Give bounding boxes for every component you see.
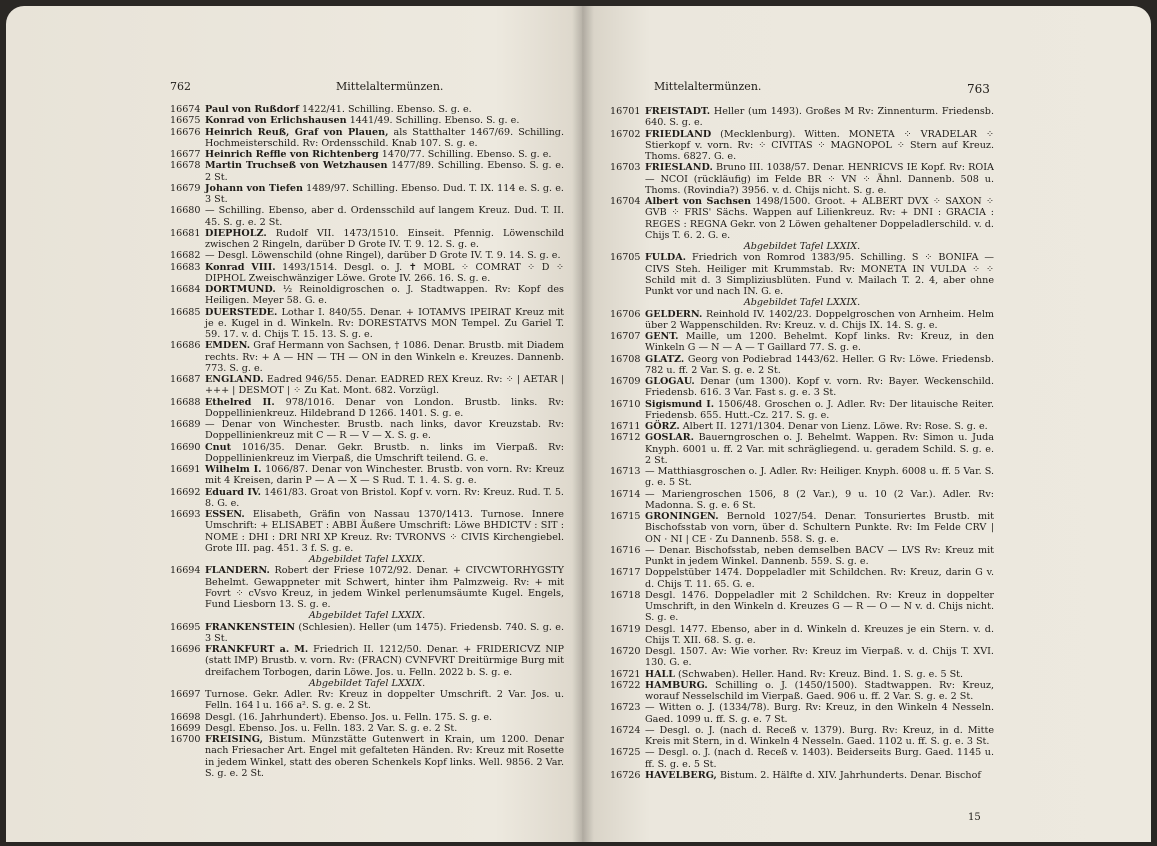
catalog-entry bbox=[170, 723, 564, 734]
entry-description: Doppelstüber 1474. Doppeladler mit Schildchen. Rv: Kreuz, darin G v. d. Chijs T. 11. 65. G. e. bbox=[645, 567, 994, 590]
lot-number: 16708 bbox=[610, 353, 641, 365]
entry-description: — Denar. Bischofsstab, neben demselben BACV — LVS Rv: Kreuz mit Punkt in jedem Winkel. Dannenb. 559. S. g. e. bbox=[645, 544, 994, 567]
lot-number: 16691 bbox=[170, 464, 201, 475]
plate-reference: Abgebildet Tafel LXXIX. bbox=[308, 554, 426, 565]
entry-heading: Heinrich Reuß, Graf von Plauen, bbox=[205, 126, 389, 138]
lot-number: 16709 bbox=[610, 376, 641, 387]
catalog-entry bbox=[170, 442, 564, 465]
right-page bbox=[582, 6, 1151, 842]
lot-number: 16720 bbox=[610, 646, 641, 657]
entry-heading: Heinrich Reffle von Richtenberg bbox=[205, 149, 379, 160]
lot-number: 16714 bbox=[610, 488, 641, 500]
lot-number: 16677 bbox=[170, 149, 201, 160]
entry-description: 1493/1514. Desgl. o. J. ✝ MOBL ⁘ COMRAT ⁘ D ⁘ DIPHOL Zweischwänziger Löwe. Grote IV. 266. 16. S. g. e. bbox=[205, 261, 564, 284]
catalog-entry bbox=[610, 466, 994, 489]
lot-number: 16706 bbox=[610, 308, 641, 320]
catalog-entry bbox=[610, 354, 994, 377]
running-title: Mittelaltermünzen. bbox=[336, 80, 444, 93]
catalog-entry bbox=[170, 644, 564, 678]
plate-reference: Abgebildet Tafel LXXIX. bbox=[743, 241, 861, 252]
lot-number: 16699 bbox=[170, 722, 201, 734]
entry-heading: Wilhelm I. bbox=[205, 464, 262, 475]
entry-description: Schilling o. J. (1450/1500). Stadtwappen. Rv: Kreuz, worauf Nesselschild im Vierpaß. Gaed. 906 u. ff. 2 Var. S. g. e. 2 St. bbox=[645, 679, 994, 702]
entry-heading: FRANKENSTEIN bbox=[205, 621, 296, 633]
entry-description: als Statthalter 1467/69. Schilling. Hochmeisterschild. Rv: Ordensschild. Knab 107. S. g. e. bbox=[205, 126, 565, 149]
entry-heading: FLANDERN. bbox=[205, 565, 270, 577]
catalog-entry bbox=[170, 149, 564, 160]
entry-heading: FRIESLAND. bbox=[645, 162, 713, 174]
catalog-column bbox=[170, 104, 564, 779]
lot-number: 16681 bbox=[170, 227, 201, 239]
catalog-entry bbox=[170, 419, 564, 442]
lot-number: 16675 bbox=[170, 115, 201, 127]
entry-heading: FREISING, bbox=[205, 734, 263, 745]
lot-number: 16721 bbox=[610, 668, 641, 680]
plate-reference: Abgebildet Tafel LXXIX. bbox=[743, 297, 861, 309]
entry-description: 1477/89. Schilling. Ebenso. S. g. e. 2 St. bbox=[205, 160, 564, 183]
lot-number: 16710 bbox=[610, 398, 641, 410]
catalog-entry bbox=[170, 734, 564, 779]
catalog-entry bbox=[170, 464, 564, 487]
catalog-entry bbox=[610, 624, 994, 647]
lot-number: 16680 bbox=[170, 205, 201, 217]
book-spread bbox=[6, 6, 1151, 842]
signature-mark: 15 bbox=[968, 812, 981, 823]
page-number: 762 bbox=[170, 80, 191, 93]
entry-description: — Denar von Winchester. Brustb. nach links, davor Kreuzstab. Rv: Doppellinienkreuz mit C — R — V — X. S. g. e. bbox=[205, 419, 564, 442]
entry-description: Desgl. 1476. Doppeladler mit 2 Schildchen. Rv: Kreuz in doppelter Umschrift, in den Winkeln d. Kreuzes G — R — O — N v. d. Chijs nicht. S. g. e. bbox=[645, 589, 994, 624]
catalog-entry bbox=[170, 183, 564, 206]
entry-description: Desgl. 1477. Ebenso, aber in d. Winkeln d. Kreuzes je ein Stern. v. d. Chijs T. XII. 68. S. g. e. bbox=[645, 623, 994, 646]
entry-heading: Eduard IV. bbox=[205, 486, 261, 498]
entry-heading: GLOGAU. bbox=[645, 376, 695, 387]
entry-heading: FRIEDLAND bbox=[645, 128, 712, 140]
catalog-entry bbox=[170, 487, 564, 510]
lot-number: 16676 bbox=[170, 126, 201, 138]
catalog-entry bbox=[170, 397, 564, 420]
catalog-entry bbox=[170, 262, 564, 285]
entry-description: 1498/1500. Groot. + ALBERT DVX ⁘ SAXON ⁘ GVB ⁘ FRIS' Sächs. Wappen auf Lilienkreuz. Rv: + DNI : GRACIA : REGES : REGNA Gekr. von 2 Löwen gehaltener Doppeladlerschild. v. d. Chijs T. 6. 2. G. e. bbox=[645, 196, 994, 241]
entry-heading: Paul von Rußdorf bbox=[205, 104, 299, 115]
entry-description: Bruno III. 1038/57. Denar. HENRICVS IE Kopf. Rv: ROIA — NCOI (rückläufig) im Felde BR ⁘ VN ⁘ Ähnl. Dannenb. 508 u. Thoms. (Rovindia?) 3956. v. d. Chijs nicht. S. g. e. bbox=[645, 162, 994, 196]
entry-description: 978/1016. Denar von London. Brustb. links. Rv: Doppellinienkreuz. Hildebrand D 1266. 1401. S. g. e. bbox=[205, 396, 564, 419]
lot-number: 16722 bbox=[610, 679, 641, 691]
lot-number: 16700 bbox=[170, 734, 201, 745]
lot-number: 16701 bbox=[610, 106, 641, 117]
entry-description: Rudolf VII. 1473/1510. Einseit. Pfennig. Löwenschild zwischen 2 Ringeln, darüber D Grote IV. T. 9. 12. S. g. e. bbox=[205, 227, 564, 250]
catalog-entry bbox=[170, 509, 564, 554]
lot-number: 16685 bbox=[170, 306, 201, 318]
catalog-entry bbox=[610, 421, 994, 432]
entry-heading: ENGLAND. bbox=[205, 374, 264, 385]
lot-number: 16694 bbox=[170, 565, 201, 577]
lot-number: 16711 bbox=[610, 421, 641, 432]
plate-reference: Abgebildet Tafel LXXIX. bbox=[308, 610, 426, 622]
lot-number: 16697 bbox=[170, 689, 201, 700]
catalog-entry bbox=[610, 399, 994, 422]
lot-number: 16713 bbox=[610, 466, 641, 477]
entry-description: — Schilling. Ebenso, aber d. Ordensschild auf langem Kreuz. Dud. T. II. 45. S. g. e. 2 St. bbox=[205, 205, 564, 228]
catalog-entry bbox=[170, 689, 564, 712]
left-page bbox=[6, 6, 582, 842]
lot-number: 16718 bbox=[610, 589, 641, 601]
catalog-entry bbox=[610, 747, 994, 770]
lot-number: 16683 bbox=[170, 261, 201, 273]
catalog-entry bbox=[610, 106, 994, 129]
entry-description: — Witten o. J. (1334/78). Burg. Rv: Kreuz, in den Winkeln 4 Nesseln. Gaed. 1099 u. ff. S. g. e. 7 St. bbox=[645, 702, 994, 725]
lot-number: 16719 bbox=[610, 623, 641, 635]
entry-heading: Martin Truchseß von Wetzhausen bbox=[205, 160, 388, 172]
entry-description: Georg von Podiebrad 1443/62. Heller. G Rv: Löwe. Friedensb. 782 u. ff. 2 Var. S. g. e. 2 St. bbox=[645, 353, 994, 376]
catalog-entry bbox=[170, 712, 564, 723]
entry-heading: GRONINGEN. bbox=[645, 511, 719, 522]
catalog-entry bbox=[610, 545, 994, 568]
entry-heading: DUERSTEDE. bbox=[205, 306, 278, 318]
catalog-entry bbox=[610, 331, 994, 354]
entry-heading: FREISTADT. bbox=[645, 106, 711, 117]
entry-heading: GLATZ. bbox=[645, 353, 685, 365]
lot-number: 16705 bbox=[610, 252, 641, 264]
lot-number: 16724 bbox=[610, 724, 641, 736]
catalog-entry bbox=[610, 680, 994, 703]
lot-number: 16686 bbox=[170, 340, 201, 352]
entry-heading: GELDERN. bbox=[645, 308, 703, 320]
catalog-entry bbox=[610, 129, 994, 163]
entry-description: ½ Reinoldigroschen o. J. Stadtwappen. Rv: Kopf des Heiligen. Meyer 58. G. e. bbox=[205, 284, 564, 307]
catalog-entry bbox=[610, 162, 994, 196]
catalog-entry bbox=[610, 725, 994, 748]
entry-description: Desgl. (16. Jahrhundert). Ebenso. Jos. u. Felln. 175. S. g. e. bbox=[205, 711, 493, 723]
entry-heading: Konrad von Erlichshausen bbox=[205, 115, 347, 127]
entry-heading: Cnut bbox=[205, 441, 232, 453]
entry-heading: FRANKFURT a. M. bbox=[205, 644, 309, 655]
catalog-entry bbox=[170, 307, 564, 341]
catalog-entry bbox=[610, 489, 994, 512]
entry-description: Bistum. 2. Hälfte d. XIV. Jahrhunderts. Denar. Bischof bbox=[716, 769, 981, 781]
entry-description: (Schlesien). Heller (um 1475). Friedensb. 740. S. g. e. 3 St. bbox=[205, 621, 564, 644]
entry-heading: Ethelred II. bbox=[205, 396, 275, 408]
entry-description: Maille, um 1200. Behelmt. Kopf links. Rv: Kreuz, in den Winkeln G — N — A — T Gaillard 77. S. g. e. bbox=[645, 331, 994, 354]
entry-description: Bistum. Münzstätte Gutenwert in Krain, um 1200. Denar nach Friesacher Art. Engel mit gefalteten Händen. Rv: Kreuz mit Rosette in jedem Winkel, statt des oberen Schenkels Kopf links. Well. 9856. 2 Var. S. g. e. 2 St. bbox=[205, 734, 564, 779]
entry-description: — Desgl. o. J. (nach d. Receß v. 1403). Beiderseits Burg. Gaed. 1145 u. ff. S. g. e. 5 St. bbox=[645, 747, 994, 770]
entry-description: Reinhold IV. 1402/23. Doppelgroschen von Arnheim. Helm über 2 Wappenschilden. Rv: Kreuz. v. d. Chijs IX. 14. S. g. e. bbox=[645, 308, 994, 331]
catalog-entry bbox=[610, 376, 994, 399]
lot-number: 16689 bbox=[170, 419, 201, 430]
catalog-entry bbox=[170, 250, 564, 261]
entry-heading: DIEPHOLZ. bbox=[205, 227, 267, 239]
lot-number: 16692 bbox=[170, 486, 201, 498]
catalog-entry bbox=[610, 196, 994, 241]
entry-description: 1489/97. Schilling. Ebenso. Dud. T. IX. 114 e. S. g. e. 3 St. bbox=[205, 182, 564, 205]
catalog-entry bbox=[170, 104, 564, 115]
entry-description: — Matthiasgroschen o. J. Adler. Rv: Heiliger. Knyph. 6008 u. ff. 5 Var. S. g. e. 5 St. bbox=[645, 466, 994, 489]
entry-description: 1441/49. Schilling. Ebenso. S. g. e. bbox=[346, 115, 520, 127]
entry-description: Eadred 946/55. Denar. EADRED REX Kreuz. Rv: ⁘ | AETAR | +++ | DESMOT | ⁘ Zu Kat. Mont. 682. Vorzügl. bbox=[205, 374, 564, 397]
lot-number: 16715 bbox=[610, 511, 641, 522]
lot-number: 16690 bbox=[170, 441, 201, 453]
catalog-entry bbox=[170, 284, 564, 307]
catalog-entry bbox=[610, 590, 994, 624]
entry-heading: ESSEN. bbox=[205, 509, 245, 520]
lot-number: 16674 bbox=[170, 104, 201, 115]
lot-number: 16679 bbox=[170, 182, 201, 194]
entry-description: Lothar I. 840/55. Denar. + IOTAMVS IPEIRAT Kreuz mit je e. Kugel in d. Winkeln. Rv: DORESTATVS MON Tempel. Zu Gariel T. 59. 17. v. d. Chijs T. 15. 13. S. g. e. bbox=[205, 306, 564, 340]
entry-description: Bernold 1027/54. Denar. Tonsuriertes Brustb. mit Bischofsstab von vorn, über d. Schultern Punkte. Rv: Im Felde CRV | ON · NI | CE · Zu Dannenb. 558. S. g. e. bbox=[645, 511, 994, 545]
plate-reference: Abgebildet Tafel LXXIX. bbox=[308, 677, 426, 689]
lot-number: 16688 bbox=[170, 396, 201, 408]
entry-description: 1461/83. Groat von Bristol. Kopf v. vorn. Rv: Kreuz. Rud. T. 5. 8. G. e. bbox=[205, 486, 564, 509]
catalog-column bbox=[610, 106, 994, 781]
entry-description: Graf Hermann von Sachsen, † 1086. Denar. Brustb. mit Diadem rechts. Rv: + A — HN — TH — ON in den Winkeln e. Kreuzes. Dannenb. 773. S. g. e. bbox=[205, 340, 564, 374]
entry-description: 1470/77. Schilling. Ebenso. S. g. e. bbox=[378, 149, 552, 160]
lot-number: 16695 bbox=[170, 621, 201, 633]
lot-number: 16717 bbox=[610, 567, 641, 579]
catalog-entry bbox=[170, 340, 564, 374]
page-number: 763 bbox=[967, 82, 990, 96]
lot-number: 16684 bbox=[170, 284, 201, 295]
catalog-entry bbox=[610, 702, 994, 725]
entry-description: 1016/35. Denar. Gekr. Brustb. n. links im Vierpaß. Rv: Doppellinienkreuz im Vierpaß, die Umschrift teilend. G. e. bbox=[205, 441, 564, 464]
entry-heading: HAMBURG. bbox=[645, 679, 708, 691]
entry-heading: Johann von Tiefen bbox=[205, 182, 304, 194]
entry-description: Denar (um 1300). Kopf v. vorn. Rv: Bayer. Weckenschild. Friedensb. 616. 3 Var. Fast s. g. e. 3 St. bbox=[645, 376, 994, 399]
entry-description: Friedrich II. 1212/50. Denar. + FRIDERICVZ NIP (statt IMP) Brustb. v. vorn. Rv: (FRACN) CVNFVRT Dreitürmige Burg mit dreifachem Torbogen, darin Löwe. Jos. u. Felln. 2022 b. S. g. e. bbox=[205, 644, 565, 678]
catalog-entry bbox=[170, 565, 564, 610]
entry-description: 1506/48. Groschen o. J. Adler. Rv: Der litauische Reiter. Friedensb. 655. Hutt.-Cz. 217. S. g. e. bbox=[645, 398, 995, 421]
entry-description: Heller (um 1493). Großes M Rv: Zinnenturm. Friedensb. 640. S. g. e. bbox=[645, 106, 994, 129]
catalog-entry bbox=[610, 309, 994, 332]
lot-number: 16703 bbox=[610, 162, 641, 174]
catalog-entry bbox=[610, 770, 994, 781]
lot-number: 16704 bbox=[610, 196, 641, 207]
catalog-entry bbox=[170, 160, 564, 183]
entry-description: Bauerngroschen o. J. Behelmt. Wappen. Rv: Simon u. Juda Knyph. 6001 u. ff. 2 Var. mit schrägliegend. u. geradem Schild. S. g. e. 2 St. bbox=[645, 432, 994, 466]
entry-description: (Schwaben). Heller. Hand. Rv: Kreuz. Bind. 1. S. g. e. 5 St. bbox=[675, 668, 964, 680]
entry-description: — Desgl. Löwenschild (ohne Ringel), darüber D Grote IV. T. 9. 14. S. g. e. bbox=[205, 250, 561, 262]
lot-number: 16723 bbox=[610, 702, 641, 714]
catalog-entry bbox=[170, 127, 564, 150]
entry-heading: Sigismund I. bbox=[645, 398, 715, 410]
lot-number: 16725 bbox=[610, 747, 641, 759]
entry-description: 1422/41. Schilling. Ebenso. S. g. e. bbox=[298, 104, 472, 115]
entry-heading: EMDEN. bbox=[205, 340, 251, 352]
lot-number: 16678 bbox=[170, 160, 201, 172]
catalog-entry bbox=[170, 205, 564, 228]
catalog-entry bbox=[610, 511, 994, 545]
catalog-entry bbox=[170, 622, 564, 645]
entry-description: (Mecklenburg). Witten. MONETA ⁘ VRADELAR ⁘ Stierkopf v. vorn. Rv: ⁘ CIVITAS ⁘ MAGNOPOL ⁘ Stern auf Kreuz. Thoms. 6827. G. e. bbox=[645, 128, 994, 162]
catalog-entry bbox=[610, 646, 994, 669]
lot-number: 16702 bbox=[610, 128, 641, 140]
entry-heading: GENT. bbox=[645, 331, 679, 342]
lot-number: 16698 bbox=[170, 711, 201, 723]
entry-heading: GÖRZ. bbox=[645, 421, 680, 432]
entry-heading: FULDA. bbox=[645, 252, 687, 264]
entry-description: Albert II. 1271/1304. Denar von Lienz. Löwe. Rv: Rose. S. g. e. bbox=[679, 421, 988, 432]
lot-number: 16707 bbox=[610, 331, 641, 342]
catalog-entry bbox=[610, 669, 994, 680]
entry-heading: Konrad VIII. bbox=[205, 261, 276, 273]
catalog-entry bbox=[170, 115, 564, 126]
lot-number: 16716 bbox=[610, 544, 641, 556]
entry-description: — Mariengroschen 1506, 8 (2 Var.), 9 u. 10 (2 Var.). Adler. Rv: Madonna. S. g. e. 6 St. bbox=[645, 488, 994, 511]
entry-heading: HALL bbox=[645, 668, 675, 680]
entry-heading: DORTMUND. bbox=[205, 284, 276, 295]
entry-description: Elisabeth, Gräfin von Nassau 1370/1413. Turnose. Innere Umschrift: + ELISABET : ABBI Äußere Umschrift: Löwe BHDICTV : SIT : NOME : DHI : DRI NRI XP Kreuz. Rv: TVRONVS ⁘ CIVIS Kirchengiebel. Grote III. pag. 451. 3 f. S. g. e. bbox=[205, 509, 564, 554]
catalog-entry bbox=[610, 252, 994, 297]
entry-heading: Albert von Sachsen bbox=[645, 196, 751, 207]
lot-number: 16693 bbox=[170, 509, 201, 520]
entry-description: — Desgl. o. J. (nach d. Receß v. 1379). Burg. Rv: Kreuz, in d. Mitte Kreis mit Stern, in d. Winkeln 4 Nesseln. Gaed. 1102 u. ff. S. g. e. 3 St. bbox=[645, 724, 994, 747]
entry-description: Turnose. Gekr. Adler. Rv: Kreuz in doppelter Umschrift. 2 Var. Jos. u. Felln. 164 l u. 166 a². S. g. e. 2 St. bbox=[205, 689, 564, 712]
lot-number: 16687 bbox=[170, 374, 201, 385]
entry-description: Desgl. Ebenso. Jos. u. Felln. 183. 2 Var. S. g. e. 2 St. bbox=[205, 722, 458, 734]
entry-heading: HAVELBERG, bbox=[645, 769, 717, 781]
book-gutter bbox=[572, 6, 594, 842]
catalog-entry bbox=[170, 374, 564, 397]
entry-description: Desgl. 1507. Av: Wie vorher. Rv: Kreuz im Vierpaß. v. d. Chijs T. XVI. 130. G. e. bbox=[645, 646, 994, 669]
lot-number: 16712 bbox=[610, 432, 641, 444]
entry-description: 1066/87. Denar von Winchester. Brustb. von vorn. Rv: Kreuz mit 4 Kreisen, darin P — A — X — S Rud. T. 1. 4. S. g. e. bbox=[205, 464, 565, 487]
lot-number: 16726 bbox=[610, 769, 641, 781]
entry-description: Robert der Friese 1072/92. Denar. + CIVCWTORHYGSTY Behelmt. Gewappneter mit Schwert, hinter ihm Palmzweig. Rv: + mit Fovrt ⁘ cVsvo Kreuz, in jedem Winkel perlenumsäumte Kugel. Engels, Fund Liesborn 13. S. g. e. bbox=[205, 565, 564, 610]
catalog-entry bbox=[610, 567, 994, 590]
running-title: Mittelaltermünzen. bbox=[654, 80, 762, 93]
entry-description: Friedrich von Romrod 1383/95. Schilling. S ⁘ BONIFA — CIVS Steh. Heiliger mit Krummstab. Rv: MONETA IN VULDA ⁘ ⁘ Schild mit d. 3 Simpliziusblüten. Fund v. Mailach T. 2. 4, aber ohne Punkt vor und nach IN. G. e. bbox=[645, 252, 994, 297]
catalog-entry bbox=[610, 432, 994, 466]
lot-number: 16696 bbox=[170, 644, 201, 655]
catalog-entry bbox=[170, 228, 564, 251]
lot-number: 16682 bbox=[170, 250, 201, 262]
entry-heading: GOSLAR. bbox=[645, 432, 694, 444]
